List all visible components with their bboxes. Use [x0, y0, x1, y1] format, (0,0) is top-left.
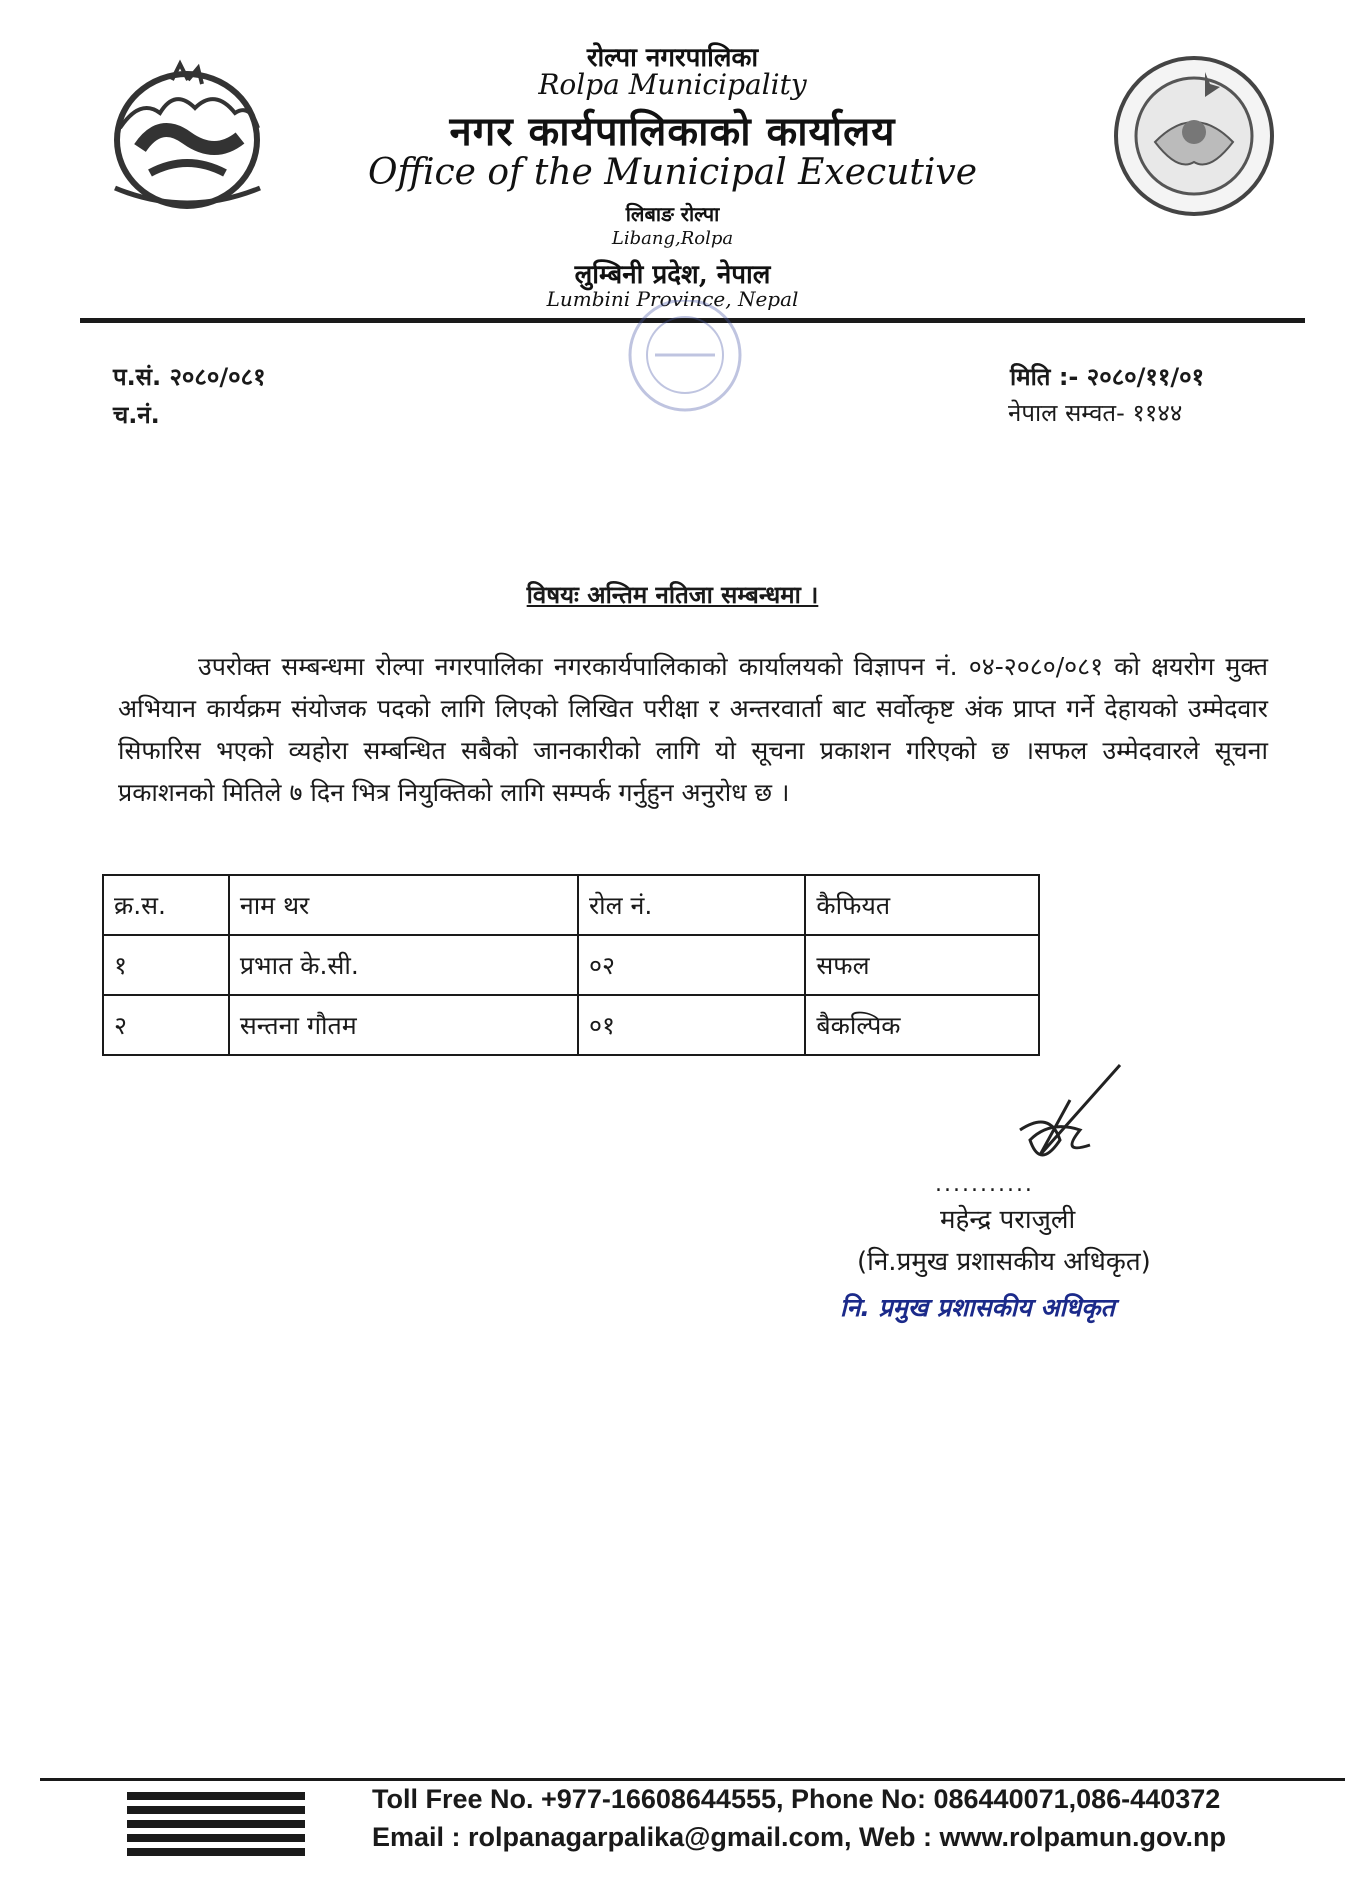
cell-roll: ०१ — [578, 995, 805, 1055]
office-title-nepali: नगर कार्यपालिकाको कार्यालय — [449, 108, 896, 155]
footer-divider — [40, 1778, 1345, 1781]
header-line-2: Rolpa Municipality — [538, 68, 807, 101]
table-header-row — [103, 875, 1039, 935]
nepal-sambat: नेपाल सम्वत- ११४४ — [1008, 399, 1183, 427]
subject-line: विषयः अन्तिम नतिजा सम्बन्धमा । — [526, 581, 819, 609]
signature-scribble — [1000, 1060, 1130, 1180]
footer-contact-phone: Toll Free No. +977-16608644555, Phone No: 086440071,086-440372 — [372, 1784, 1221, 1814]
reference-number: प.सं. २०८०/०८१ — [113, 363, 266, 391]
cell-remarks: बैकल्पिक — [805, 995, 1039, 1055]
footer-contact-email: Email : rolpanagarpalika@gmail.com, Web : www.rolpamun.gov.np — [372, 1822, 1226, 1852]
office-stamp-icon — [615, 300, 755, 425]
designation-stamp: नि. प्रमुख प्रशासकीय अधिकृत — [840, 1293, 1115, 1322]
address-nepali: लिबाङ रोल्पा — [625, 202, 720, 226]
cell-roll: ०२ — [578, 935, 805, 995]
office-title-english: Office of the Municipal Executive — [367, 152, 978, 193]
results-table — [102, 874, 1040, 1056]
column-header-name: नाम थर — [229, 875, 578, 935]
signature-line: ........... — [935, 1172, 1034, 1197]
notice-body: उपरोक्त सम्बन्धमा रोल्पा नगरपालिका नगरकार्यपालिकाको कार्यालयको विज्ञापन नं. ०४-२०८०/०८१ को क्षयरोग मुक्त अभियान कार्यक्रम संयोजक पदको लागि लिएको लिखित परीक्षा र अन्तरवार्ता बाट सर्वोत्कृष्ट अंक प्राप्त गर्ने देहायको उम्मेदवार सिफारिस भएको व्यहोरा सम्बन्धित सबैको जानकारीको लागि यो सूचना प्रकाशन गरिएको छ ।सफल उम्मेदवारले सूचना प्रकाशनको मितिले ७ दिन भित्र नियुक्तिको लागि सम्पर्क गर्नुहुन अनुरोध छ । — [118, 652, 1268, 807]
province-nepali: लुम्बिनी प्रदेश, नेपाल — [574, 260, 771, 290]
column-header-roll: रोल नं. — [578, 875, 805, 935]
cell-serial: १ — [103, 935, 229, 995]
cell-serial: २ — [103, 995, 229, 1055]
table-row — [103, 995, 1039, 1055]
cell-name: सन्तना गौतम — [229, 995, 578, 1055]
cell-name: प्रभात के.सी. — [229, 935, 578, 995]
cell-remarks: सफल — [805, 935, 1039, 995]
province-english: Lumbini Province, Nepal — [546, 287, 799, 311]
column-header-serial: क्र.स. — [103, 875, 229, 935]
letter-date: मिति :- २०८०/११/०१ — [1010, 363, 1205, 391]
header-line-1: रोल्पा नगरपालिका — [586, 43, 759, 73]
signatory-designation: (नि.प्रमुख प्रशासकीय अधिकृत) — [857, 1247, 1151, 1277]
column-header-remarks: कैफियत — [805, 875, 1039, 935]
table-row — [103, 935, 1039, 995]
dispatch-number: च.नं. — [113, 401, 160, 429]
signatory-name: महेन्द्र पराजुली — [940, 1205, 1076, 1235]
address-english: Libang,Rolpa — [611, 228, 734, 249]
